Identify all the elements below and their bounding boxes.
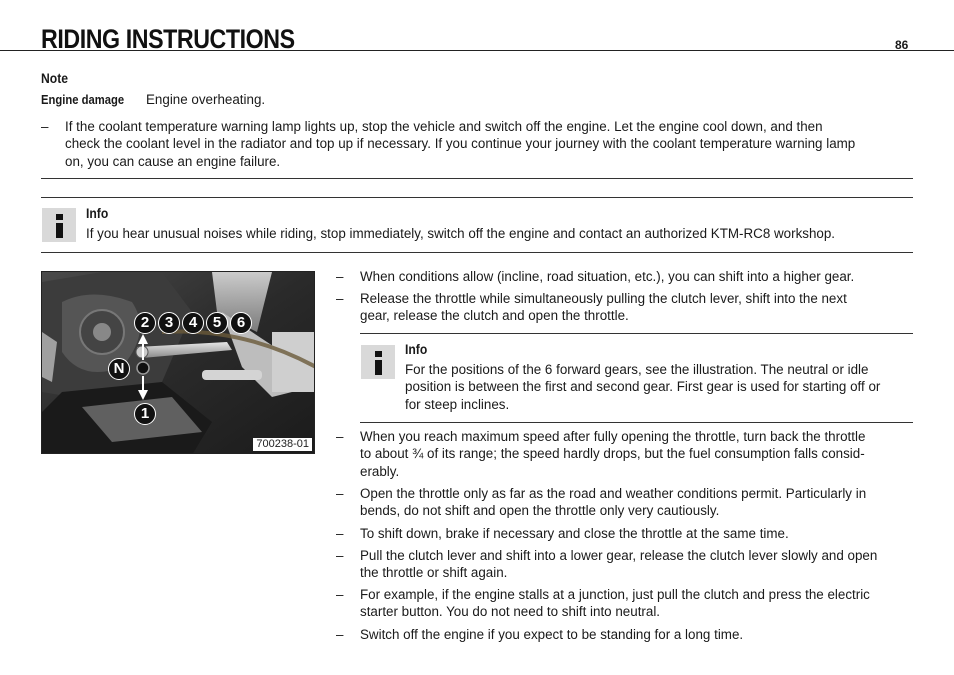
info-text: If you hear unusual noises while riding, stop immediately, switch off the engine and contact an authorized KTM-RC8 workshop. (86, 226, 836, 241)
instruction-line: For example, if the engine stalls at a junction, just pull the clutch and press the electric (360, 587, 870, 602)
instruction-line: the throttle or shift again. (360, 565, 508, 580)
gear-label-neutral: N (108, 358, 130, 380)
instruction-dash: – (336, 486, 344, 501)
gear-label-2: 2 (134, 312, 156, 334)
info-heading: Info (405, 342, 428, 357)
instruction-dash: – (336, 548, 344, 563)
instruction-line: Open the throttle only as far as the road and weather conditions permit. Particularly in (360, 486, 867, 501)
instruction-line: Switch off the engine if you expect to be standing for a long time. (360, 627, 744, 642)
gear-label-5: 5 (206, 312, 228, 334)
info-text-line: position is between the first and second gear. First gear is used for starting off or (405, 379, 881, 394)
instruction-line: Release the throttle while simultaneously pulling the clutch lever, shift into the next (360, 291, 847, 306)
note-bullet-line: If the coolant temperature warning lamp lights up, stop the vehicle and switch off the engine. Let the engine cool down, and then (65, 119, 823, 134)
figure-id: 700238-01 (253, 438, 312, 451)
instruction-line: Pull the clutch lever and shift into a lower gear, release the clutch lever slowly and open (360, 548, 878, 563)
instruction-line: to about ¾ of its range; the speed hardly drops, but the fuel consumption falls consid- (360, 446, 865, 461)
gear-label-3: 3 (158, 312, 180, 334)
title-rule (0, 50, 954, 51)
note-label: Engine damage (41, 93, 125, 107)
note-bullet-dash: – (41, 119, 49, 134)
info-text-line: for steep inclines. (405, 397, 510, 412)
info-icon (361, 345, 395, 379)
info-icon (42, 208, 76, 242)
note-bullet-line: on, you can cause an engine failure. (65, 154, 281, 169)
note-bullet-line: check the coolant level in the radiator and top up if necessary. If you continue your journey with the coolant temperature warning lamp (65, 136, 856, 151)
instruction-dash: – (336, 627, 344, 642)
gear-label-6: 6 (230, 312, 252, 334)
instruction-line: To shift down, brake if necessary and close the throttle at the same time. (360, 526, 789, 541)
note-heading: Note (41, 71, 68, 86)
page-number: 86 (895, 38, 909, 52)
note-text: Engine overheating. (146, 92, 266, 107)
divider (41, 252, 913, 253)
instruction-line: erably. (360, 464, 400, 479)
divider (360, 422, 913, 423)
gear-shift-figure (41, 271, 315, 454)
divider (41, 178, 913, 179)
instruction-dash: – (336, 526, 344, 541)
instruction-line: bends, do not shift and open the throttle only very cautiously. (360, 503, 720, 518)
instruction-dash: – (336, 587, 344, 602)
gear-label-1: 1 (134, 403, 156, 425)
divider (41, 197, 913, 198)
instruction-dash: – (336, 429, 344, 444)
instruction-dash: – (336, 269, 344, 284)
gear-label-4: 4 (182, 312, 204, 334)
instruction-line: When conditions allow (incline, road situation, etc.), you can shift into a higher gear. (360, 269, 855, 284)
page-title: RIDING INSTRUCTIONS (41, 24, 295, 54)
motorcycle-photo (42, 272, 315, 454)
instruction-line: gear, release the clutch and open the throttle. (360, 308, 629, 323)
instruction-line: starter button. You do not need to shift into neutral. (360, 604, 661, 619)
instruction-dash: – (336, 291, 344, 306)
info-text-line: For the positions of the 6 forward gears, see the illustration. The neutral or idle (405, 362, 869, 377)
divider (360, 333, 913, 334)
info-heading: Info (86, 206, 109, 221)
instruction-line: When you reach maximum speed after fully opening the throttle, turn back the throttle (360, 429, 866, 444)
